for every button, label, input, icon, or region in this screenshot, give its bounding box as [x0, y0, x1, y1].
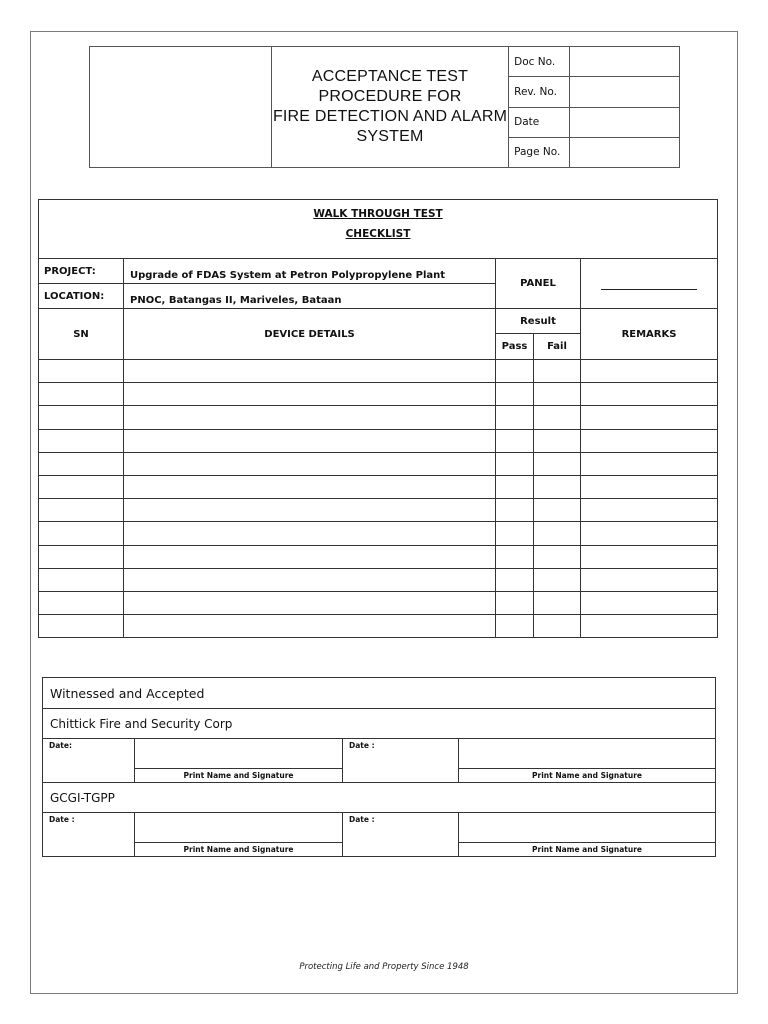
- project-label: PROJECT:: [39, 259, 124, 284]
- checklist-cell-sn[interactable]: [39, 568, 124, 591]
- checklist-cell-device[interactable]: [124, 383, 496, 406]
- checklist-cell-fail[interactable]: [534, 591, 581, 614]
- checklist-cell-pass[interactable]: [496, 545, 534, 568]
- title-line-4: SYSTEM: [356, 128, 424, 145]
- checklist-row: [39, 452, 718, 475]
- checklist-cell-pass[interactable]: [496, 475, 534, 498]
- checklist-title-line-1: WALK THROUGH TEST: [313, 208, 443, 220]
- checklist-cell-device[interactable]: [124, 406, 496, 429]
- checklist-row: [39, 429, 718, 452]
- checklist-cell-fail[interactable]: [534, 383, 581, 406]
- checklist-cell-remarks[interactable]: [581, 475, 718, 498]
- checklist-cell-remarks[interactable]: [581, 522, 718, 545]
- checklist-cell-fail[interactable]: [534, 429, 581, 452]
- panel-value-field[interactable]: [581, 259, 718, 309]
- pass-column-header: Pass: [496, 334, 534, 360]
- checklist-row: [39, 522, 718, 545]
- checklist-cell-remarks[interactable]: [581, 383, 718, 406]
- page-no-field[interactable]: [570, 137, 680, 167]
- party2-signature-left[interactable]: [135, 813, 343, 843]
- location-label: LOCATION:: [39, 284, 124, 309]
- panel-label: PANEL: [496, 259, 581, 309]
- checklist-cell-sn[interactable]: [39, 452, 124, 475]
- checklist-cell-remarks[interactable]: [581, 591, 718, 614]
- checklist-row: [39, 545, 718, 568]
- witness-heading: Witnessed and Accepted: [43, 678, 716, 709]
- checklist-cell-sn[interactable]: [39, 545, 124, 568]
- checklist-cell-remarks[interactable]: [581, 429, 718, 452]
- checklist-cell-pass[interactable]: [496, 429, 534, 452]
- date-label: Date: [509, 107, 570, 137]
- sn-column-header: SN: [39, 309, 124, 360]
- party2-date-label-left: Date :: [43, 813, 135, 857]
- checklist-row: [39, 591, 718, 614]
- checklist-cell-remarks[interactable]: [581, 545, 718, 568]
- checklist-cell-sn[interactable]: [39, 475, 124, 498]
- checklist-cell-device[interactable]: [124, 452, 496, 475]
- checklist-row: [39, 383, 718, 406]
- checklist-cell-sn[interactable]: [39, 591, 124, 614]
- date-field[interactable]: [570, 107, 680, 137]
- checklist-row: [39, 568, 718, 591]
- party2-name: GCGI-TGPP: [43, 783, 716, 813]
- checklist-cell-pass[interactable]: [496, 406, 534, 429]
- logo-area: [90, 47, 272, 168]
- checklist-cell-device[interactable]: [124, 615, 496, 638]
- checklist-cell-fail[interactable]: [534, 475, 581, 498]
- title-line-1: ACCEPTANCE TEST: [311, 68, 469, 85]
- checklist-cell-pass[interactable]: [496, 452, 534, 475]
- checklist-cell-device[interactable]: [124, 360, 496, 383]
- party1-name: Chittick Fire and Security Corp: [43, 709, 716, 739]
- location-value: PNOC, Batangas II, Mariveles, Bataan: [124, 284, 496, 309]
- party2-sig-caption-right: Print Name and Signature: [459, 843, 716, 857]
- checklist-cell-sn[interactable]: [39, 383, 124, 406]
- checklist-row: [39, 475, 718, 498]
- checklist-cell-sn[interactable]: [39, 499, 124, 522]
- checklist-cell-device[interactable]: [124, 522, 496, 545]
- page-no-label: Page No.: [509, 137, 570, 167]
- title-line-3: FIRE DETECTION AND ALARM: [272, 108, 508, 125]
- party1-signature-left[interactable]: [135, 739, 343, 769]
- checklist-cell-fail[interactable]: [534, 360, 581, 383]
- party1-signature-right[interactable]: [459, 739, 716, 769]
- remarks-column-header: REMARKS: [581, 309, 718, 360]
- walk-through-checklist: [38, 199, 718, 638]
- checklist-cell-pass[interactable]: [496, 360, 534, 383]
- checklist-cell-device[interactable]: [124, 475, 496, 498]
- doc-no-label: Doc No.: [509, 47, 570, 77]
- document-header: [89, 46, 680, 168]
- checklist-cell-sn[interactable]: [39, 429, 124, 452]
- party2-signature-right[interactable]: [459, 813, 716, 843]
- party1-sig-caption-left: Print Name and Signature: [135, 769, 343, 783]
- checklist-cell-device[interactable]: [124, 499, 496, 522]
- device-details-column-header: DEVICE DETAILS: [124, 309, 496, 360]
- checklist-cell-sn[interactable]: [39, 406, 124, 429]
- result-column-header: Result: [496, 309, 581, 334]
- fail-column-header: Fail: [534, 334, 581, 360]
- party1-date-label-right: Date :: [343, 739, 459, 783]
- checklist-cell-device[interactable]: [124, 429, 496, 452]
- checklist-cell-remarks[interactable]: [581, 452, 718, 475]
- checklist-cell-fail[interactable]: [534, 568, 581, 591]
- checklist-title: [39, 200, 718, 259]
- checklist-cell-fail[interactable]: [534, 406, 581, 429]
- checklist-cell-sn[interactable]: [39, 360, 124, 383]
- party1-date-label-left: Date:: [43, 739, 135, 783]
- checklist-cell-remarks[interactable]: [581, 615, 718, 638]
- checklist-cell-remarks[interactable]: [581, 499, 718, 522]
- project-value: Upgrade of FDAS System at Petron Polypropylene Plant: [124, 259, 496, 284]
- party1-sig-caption-right: Print Name and Signature: [459, 769, 716, 783]
- checklist-cell-sn[interactable]: [39, 522, 124, 545]
- checklist-cell-remarks[interactable]: [581, 360, 718, 383]
- checklist-cell-fail[interactable]: [534, 545, 581, 568]
- checklist-cell-device[interactable]: [124, 591, 496, 614]
- checklist-cell-pass[interactable]: [496, 499, 534, 522]
- checklist-cell-pass[interactable]: [496, 522, 534, 545]
- doc-no-field[interactable]: [570, 47, 680, 77]
- party2-date-label-right: Date :: [343, 813, 459, 857]
- party2-sig-caption-left: Print Name and Signature: [135, 843, 343, 857]
- footer-tagline: Protecting Life and Property Since 1948: [299, 962, 469, 972]
- checklist-cell-fail[interactable]: [534, 499, 581, 522]
- title-line-2: PROCEDURE FOR: [318, 88, 462, 105]
- checklist-cell-fail[interactable]: [534, 522, 581, 545]
- rev-no-label: Rev. No.: [509, 77, 570, 107]
- checklist-cell-fail[interactable]: [534, 615, 581, 638]
- checklist-cell-pass[interactable]: [496, 591, 534, 614]
- checklist-title-line-2: CHECKLIST: [345, 228, 411, 240]
- panel-underline: [601, 289, 697, 290]
- rev-no-field[interactable]: [570, 77, 680, 107]
- checklist-cell-pass[interactable]: [496, 568, 534, 591]
- checklist-cell-fail[interactable]: [534, 452, 581, 475]
- checklist-cell-device[interactable]: [124, 545, 496, 568]
- checklist-cell-remarks[interactable]: [581, 406, 718, 429]
- checklist-row: [39, 499, 718, 522]
- checklist-row: [39, 615, 718, 638]
- checklist-cell-remarks[interactable]: [581, 568, 718, 591]
- checklist-cell-pass[interactable]: [496, 383, 534, 406]
- checklist-cell-sn[interactable]: [39, 615, 124, 638]
- checklist-cell-device[interactable]: [124, 568, 496, 591]
- checklist-row: [39, 360, 718, 383]
- witness-section: [42, 677, 716, 857]
- checklist-row: [39, 406, 718, 429]
- checklist-cell-pass[interactable]: [496, 615, 534, 638]
- document-title: [271, 47, 508, 168]
